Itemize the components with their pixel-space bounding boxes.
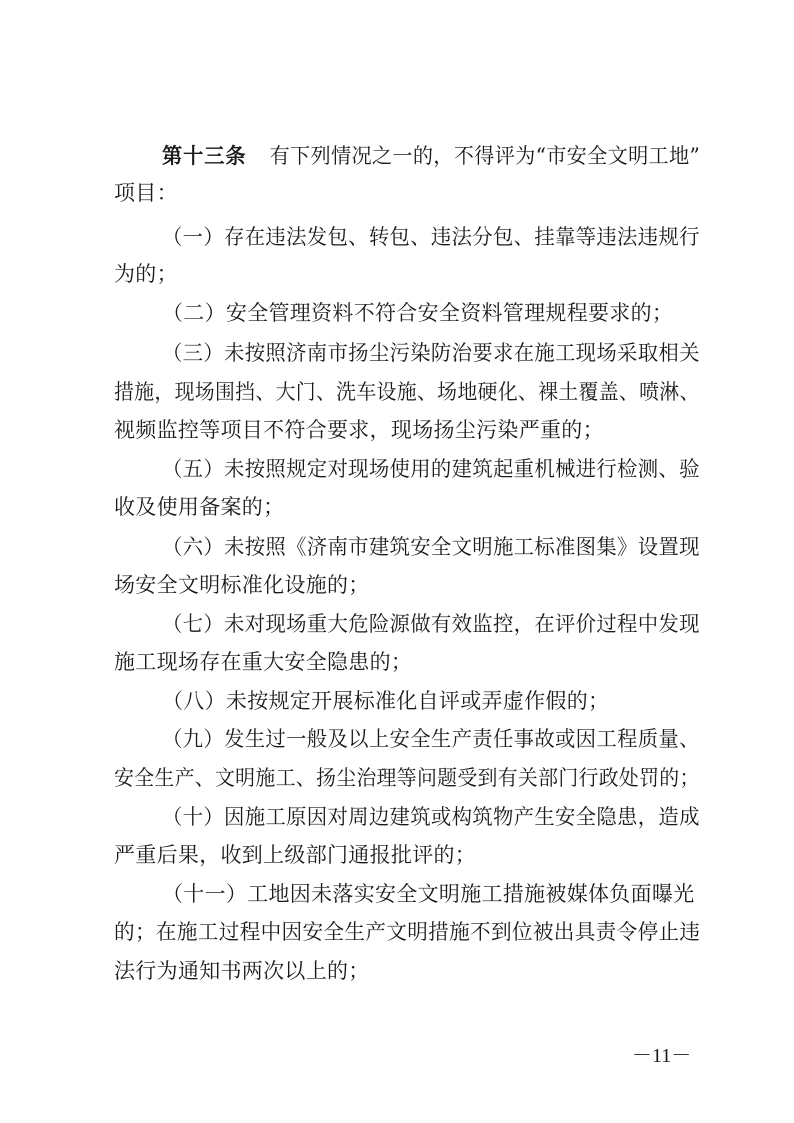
- item-3-line-2: 措施，现场围挡、大门、洗车设施、场地硬化、裸土覆盖、喷淋、: [114, 380, 700, 404]
- item-1-line-1: （一）存在违法发包、转包、违法分包、挂靠等违法违规行: [162, 225, 700, 249]
- article-13-first-line: [162, 146, 700, 167]
- item-3-line-1: （三）未按照济南市扬尘污染防治要求在施工现场采取相关: [162, 341, 700, 365]
- article-heading: 第十三条: [162, 144, 247, 168]
- item-11-line-1: （十一）工地因未落实安全文明施工措施被媒体负面曝光: [162, 882, 695, 906]
- item-7-line-2: 施工现场存在重大安全隐患的；: [114, 650, 413, 674]
- item-10-line-1: （十）因施工原因对周边建筑或构筑物产生安全隐患，造成: [162, 805, 700, 829]
- item-3-line-3: 视频监控等项目不符合要求，现场扬尘污染严重的；: [114, 418, 604, 442]
- item-7-line-1: （七）未对现场重大危险源做有效监控，在评价过程中发现: [162, 612, 700, 636]
- item-11-line-2: 的；在施工过程中因安全生产文明措施不到位被出具责令停止违: [114, 920, 701, 944]
- item-11-line-3: 法行为通知书两次以上的；: [114, 959, 370, 983]
- item-6-line-2: 场安全文明标准化设施的；: [114, 573, 370, 597]
- item-9-line-1: （九）发生过一般及以上安全生产责任事故或因工程质量、: [162, 727, 700, 751]
- item-9-line-2: 安全生产、文明施工、扬尘治理等问题受到有关部门行政处罚的；: [114, 766, 700, 790]
- page-number: －11－: [632, 1045, 692, 1067]
- item-1-line-2: 为的；: [114, 262, 178, 286]
- item-6-line-1: （六）未按照《济南市建筑安全文明施工标准图集》设置现: [162, 535, 700, 559]
- article-intro-text: 有下列情况之一的，不得评为“市安全文明工地”: [269, 144, 701, 168]
- paragraph-line: 项目：: [114, 181, 178, 205]
- item-10-line-2: 严重后果，收到上级部门通报批评的；: [114, 843, 477, 867]
- item-8-line-1: （八）未按规定开展标准化自评或弄虚作假的；: [162, 689, 610, 713]
- item-2-line-1: （二）安全管理资料不符合安全资料管理规程要求的；: [162, 301, 674, 325]
- item-5-line-2: 收及使用备案的；: [114, 495, 285, 519]
- item-5-line-1: （五）未按照规定对现场使用的建筑起重机械进行检测、验: [162, 457, 700, 481]
